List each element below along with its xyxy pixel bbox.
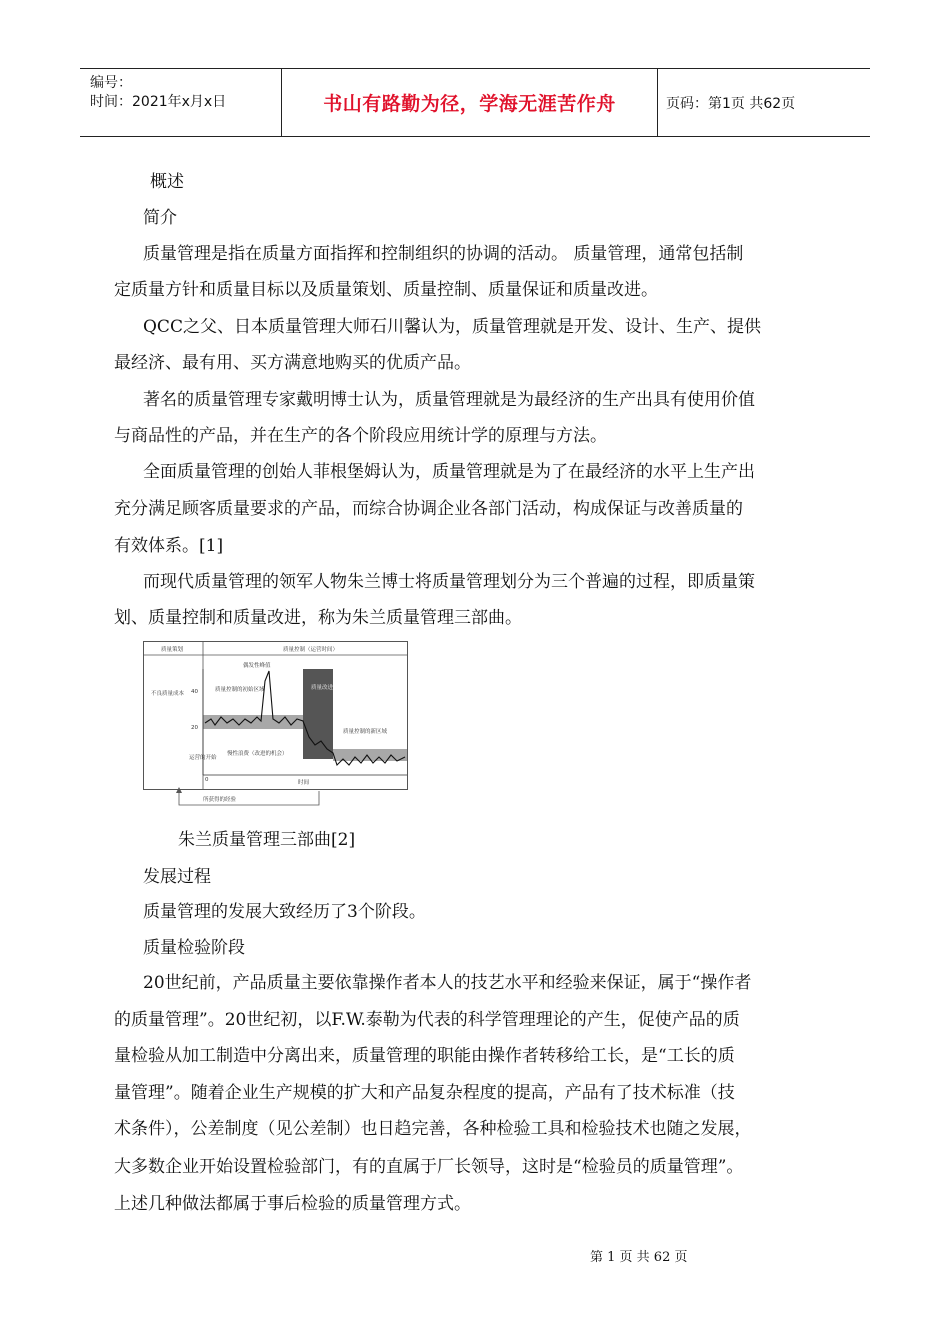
lessons-label: 所获得的经验 [203, 797, 237, 803]
phase-planning-label: 质量策划 [161, 647, 184, 653]
initial-zone-label: 质量控制的初始区域 [215, 687, 265, 693]
figure-caption: 朱兰质量管理三部曲[2] [178, 830, 356, 850]
heading-overview: 概述 [150, 172, 184, 192]
tick-0: 0 [205, 777, 209, 783]
paragraph-line: 上述几种做法都属于事后检验的质量管理方式。 [114, 1194, 471, 1214]
improvement-band [303, 669, 333, 759]
paragraph-line: 质量管理的发展大致经历了3个阶段。 [143, 902, 426, 922]
operation-start-label: 运营的开始 [189, 755, 217, 761]
paragraph-line: 全面质量管理的创始人菲根堡姆认为，质量管理就是为了在最经济的水平上生产出 [143, 462, 755, 482]
paragraph-line: 与商品性的产品，并在生产的各个阶段应用统计学的原理与方法。 [114, 426, 607, 446]
x-axis-label: 时间 [298, 780, 310, 786]
tick-20: 20 [191, 725, 198, 731]
paragraph-line: 20世纪前，产品质量主要依靠操作者本人的技艺水平和经验来保证，属于“操作者 [143, 973, 752, 993]
heading-intro: 简介 [143, 208, 177, 228]
paragraph-line: 有效体系。[1] [114, 536, 224, 556]
document-number-label: 编号： [90, 75, 132, 91]
document-date-label: 时间：2021年x月x日 [90, 94, 227, 110]
paragraph-line: 最经济、最有用、买方满意地购买的优质产品。 [114, 353, 471, 373]
feedback-arrow [179, 791, 319, 805]
header-page-label: 页码：第1页 共62页 [666, 95, 796, 112]
paragraph-line: 大多数企业开始设置检验部门，有的直属于厂长领导，这时是“检验员的质量管理”。 [114, 1157, 744, 1177]
new-zone-label: 质量控制的新区域 [343, 729, 388, 735]
paragraph-line: 充分满足顾客质量要求的产品，而综合协调企业各部门活动，构成保证与改善质量的 [114, 499, 743, 519]
paragraph-line: 质量管理是指在质量方面指挥和控制组织的协调的活动。 质量管理，通常包括制 [143, 244, 744, 264]
paragraph-line: 的质量管理”。20世纪初，以F.W.泰勒为代表的科学管理理论的产生，促使产品的质 [114, 1010, 740, 1030]
paragraph-line: 定质量方针和质量目标以及质量策划、质量控制、质量保证和质量改进。 [114, 280, 658, 300]
phase-control-label: 质量控制（运营时间） [283, 647, 339, 653]
initial-zone-band [203, 715, 303, 729]
sporadic-peak-label: 偶发性峰值 [243, 663, 271, 669]
paragraph-line: 著名的质量管理专家戴明博士认为，质量管理就是为最经济的生产出具有使用价值 [143, 390, 755, 410]
paragraph-line: 而现代质量管理的领军人物朱兰博士将质量管理划分为三个普遍的过程，即质量策 [143, 572, 755, 592]
page-footer: 第 1 页 共 62 页 [590, 1250, 688, 1265]
paragraph-line: QCC之父、日本质量管理大师石川馨认为，质量管理就是开发、设计、生产、提供 [143, 317, 761, 337]
tick-40: 40 [191, 689, 198, 695]
header-motto-cell [282, 69, 658, 136]
header-motto: 书山有路勤为径，学海无涯苦作舟 [323, 93, 616, 115]
chronic-waste-label: 慢性浪费（改进的机会） [227, 751, 288, 757]
paragraph-line: 量检验从加工制造中分离出来，质量管理的职能由操作者转移给工长，是“工长的质 [114, 1046, 735, 1066]
improvement-label: 质量改进 [311, 685, 334, 691]
document-header [80, 68, 870, 137]
juran-trilogy-figure [143, 641, 408, 813]
header-meta-cell [80, 69, 282, 136]
header-page-cell [666, 69, 795, 136]
heading-inspection-stage: 质量检验阶段 [143, 938, 245, 958]
paragraph-line: 量管理”。随着企业生产规模的扩大和产品复杂程度的提高，产品有了技术标准（技 [114, 1083, 735, 1103]
y-axis-label: 不良质量成本 [151, 691, 185, 697]
paragraph-line: 术条件），公差制度（见公差制）也日趋完善，各种检验工具和检验技术也随之发展， [114, 1119, 752, 1139]
juran-trilogy-diagram [143, 641, 408, 813]
heading-development: 发展过程 [143, 867, 211, 887]
paragraph-line: 划、质量控制和质量改进，称为朱兰质量管理三部曲。 [114, 608, 522, 628]
